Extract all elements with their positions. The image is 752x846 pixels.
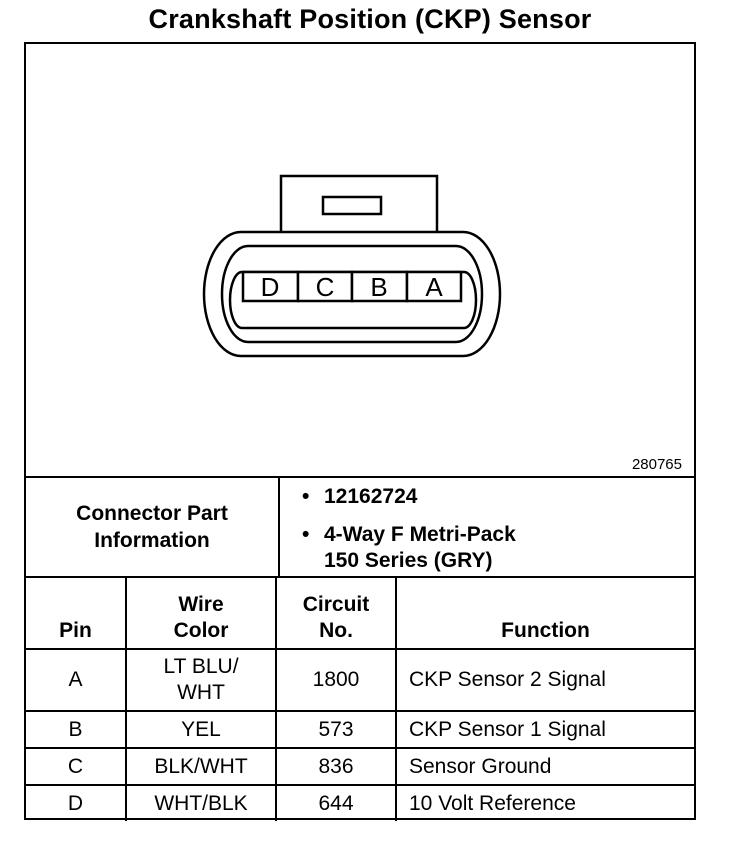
connector-info-label-line1: Connector Part [76, 502, 228, 525]
circuit-cell: 644 [276, 785, 396, 821]
header-circuit-line1: Circuit [302, 593, 370, 616]
pin-label-d: D [260, 272, 280, 302]
pin-label-b: B [370, 272, 388, 302]
figure-number: 280765 [631, 456, 682, 473]
function-cell: CKP Sensor 2 Signal [396, 649, 694, 711]
wire-color-cell [126, 649, 276, 711]
table-row [26, 649, 694, 711]
connector-info-details [280, 478, 694, 576]
connector-chart [24, 42, 696, 820]
description-line1: 4-Way F Metri-Pack [324, 523, 516, 546]
bullet-icon: • [302, 523, 310, 546]
table-row [26, 748, 694, 785]
connector-info-label [26, 478, 280, 576]
header-wire-color-line2: Color [173, 619, 229, 642]
pin-cell: C [26, 748, 126, 785]
table-row [26, 711, 694, 748]
bullet-icon: • [302, 485, 310, 508]
connector-diagram [26, 44, 694, 478]
connector-face-illustration [26, 44, 694, 476]
part-number: 12162724 [324, 485, 418, 508]
header-wire-color [126, 576, 276, 649]
pin-table-header [26, 576, 694, 649]
pin-table [26, 576, 694, 821]
header-pin: Pin [26, 576, 126, 649]
description-line2: 150 Series (GRY) [324, 549, 493, 572]
header-function: Function [396, 576, 694, 649]
part-number-item [302, 484, 418, 510]
connector-part-information [26, 478, 694, 578]
table-row [26, 785, 694, 821]
tab-slot [323, 197, 381, 214]
wire-color-cell: WHT/BLK [126, 785, 276, 821]
wire-color-line2: WHT [177, 681, 225, 704]
pin-cell: D [26, 785, 126, 821]
description-item [302, 522, 516, 574]
header-circuit-line2: No. [319, 619, 353, 642]
pin-cell: A [26, 649, 126, 711]
circuit-cell: 836 [276, 748, 396, 785]
header-wire-color-line1: Wire [178, 593, 224, 616]
function-cell: CKP Sensor 1 Signal [396, 711, 694, 748]
circuit-cell: 573 [276, 711, 396, 748]
pin-label-c: C [315, 272, 335, 302]
function-cell: Sensor Ground [396, 748, 694, 785]
connector-info-label-line2: Information [94, 529, 210, 552]
page-title: Crankshaft Position (CKP) Sensor [148, 4, 592, 34]
wire-color-line1: LT BLU/ [163, 655, 239, 678]
circuit-cell: 1800 [276, 649, 396, 711]
wire-color-cell: YEL [126, 711, 276, 748]
pin-cell: B [26, 711, 126, 748]
wire-color-cell: BLK/WHT [126, 748, 276, 785]
header-circuit [276, 576, 396, 649]
pin-label-a: A [425, 272, 443, 302]
function-cell: 10 Volt Reference [396, 785, 694, 821]
